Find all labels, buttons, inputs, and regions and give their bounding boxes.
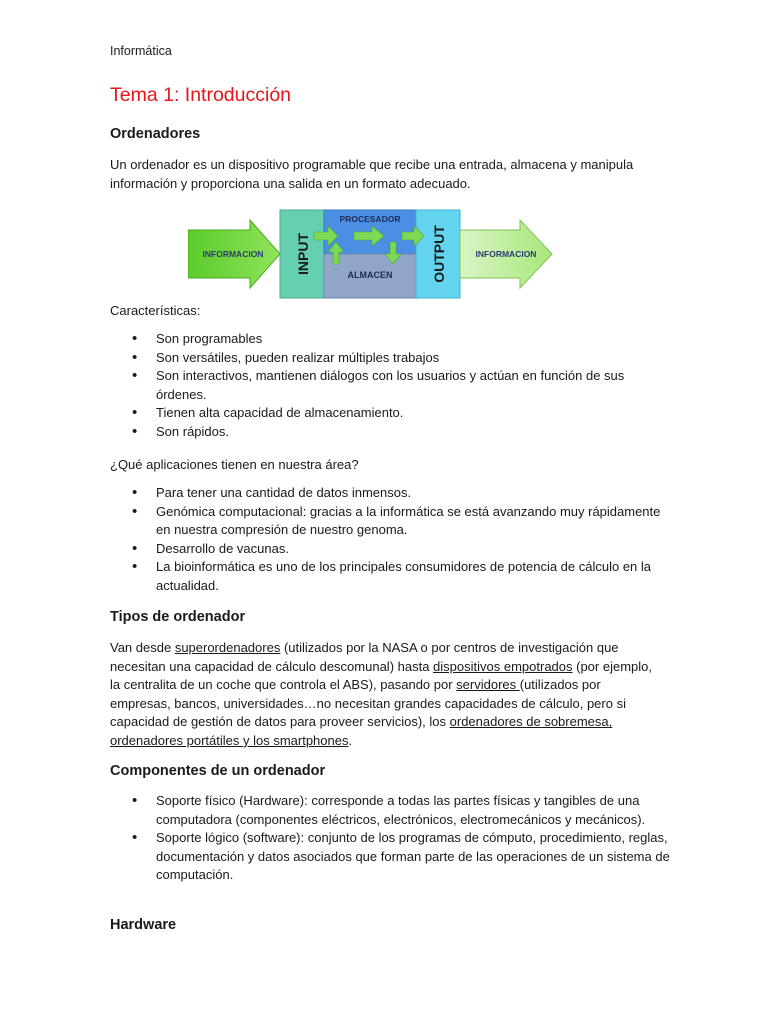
link-ordenadores-sobremesa[interactable]: ordenadores de sobremesa, ordenadores portátiles y los smartphones <box>110 714 613 748</box>
computer-diagram <box>188 208 554 300</box>
text-run: Van desde <box>110 640 175 655</box>
running-header: Informática <box>110 44 172 58</box>
text-run: (utilizados por empresas, bancos, universidades…no necesitan grandes capacidades de cálculo, pero si capacidad de gestión de datos para proveer servicios), los <box>110 677 626 730</box>
list-item: • La bioinformática es uno de los principales consumidores de potencia de cálculo en la actualidad. <box>110 558 670 595</box>
list-item: • Tienen alta capacidad de almacenamiento. <box>110 404 670 423</box>
link-superordenadores[interactable]: superordenadores <box>174 640 281 655</box>
caracteristicas-label: Características: <box>110 303 201 318</box>
text-run: (utilizados por la NASA o por centros de investigación que necesitan una capacidad de cálculo descomunal) hasta <box>110 640 619 674</box>
list-item: • Para tener una cantidad de datos inmensos. <box>110 484 670 503</box>
heading-hardware: Hardware <box>110 917 177 933</box>
text-run: . <box>348 732 353 748</box>
link-dispositivos-empotrados[interactable]: dispositivos empotrados <box>433 658 573 674</box>
list-item: • Son interactivos, mantienen diálogos con los usuarios y actúan en función de sus órdenes. <box>110 367 670 404</box>
input-arrow-label: INFORMACION <box>202 249 264 259</box>
output-arrow-label: INFORMACION <box>475 249 537 259</box>
tipos-paragraph <box>110 639 662 751</box>
aplicaciones-list <box>110 484 670 596</box>
list-item: • Son versátiles, pueden realizar múltiples trabajos <box>110 349 670 368</box>
intro-paragraph: Un ordenador es un dispositivo programable que recibe una entrada, almacena y manipula información y proporciona una salida en un formato adecuado. <box>110 157 634 191</box>
heading-tipos: Tipos de ordenador <box>110 609 246 625</box>
list-item: • Soporte físico (Hardware): corresponde a todas las partes físicas y tangibles de una computadora (componentes eléctricos, electrónicos, electromecánicos y mecánicos). <box>110 792 670 829</box>
caracteristicas-list <box>110 330 670 442</box>
text-run: (por ejemplo, la centralita de un coche que controla el ABS), pasando por <box>110 658 652 693</box>
aplicaciones-question: ¿Qué aplicaciones tienen en nuestra área? <box>110 457 359 472</box>
link-servidores[interactable]: servidores <box>456 677 520 693</box>
list-item: • Desarrollo de vacunas. <box>110 540 670 559</box>
input-box-label: INPUT <box>295 233 311 275</box>
heading-componentes: Componentes de un ordenador <box>110 763 326 779</box>
processor-label: PROCESADOR <box>339 214 401 224</box>
page-title: Tema 1: Introducción <box>110 84 292 106</box>
storage-label: ALMACEN <box>347 270 393 280</box>
list-item: • Son programables <box>110 330 670 349</box>
heading-ordenadores: Ordenadores <box>110 126 201 142</box>
list-item: • Genómica computacional: gracias a la informática se está avanzando muy rápidamente en nuestra compresión de nuestro genoma. <box>110 503 670 540</box>
list-item: • Son rápidos. <box>110 423 670 442</box>
output-box-label: OUTPUT <box>431 225 447 283</box>
list-item: • Soporte lógico (software): conjunto de los programas de cómputo, procedimiento, reglas, documentación y datos asociados que forman parte de las operaciones de un sistema de computación. <box>110 829 670 885</box>
componentes-list <box>110 792 670 885</box>
